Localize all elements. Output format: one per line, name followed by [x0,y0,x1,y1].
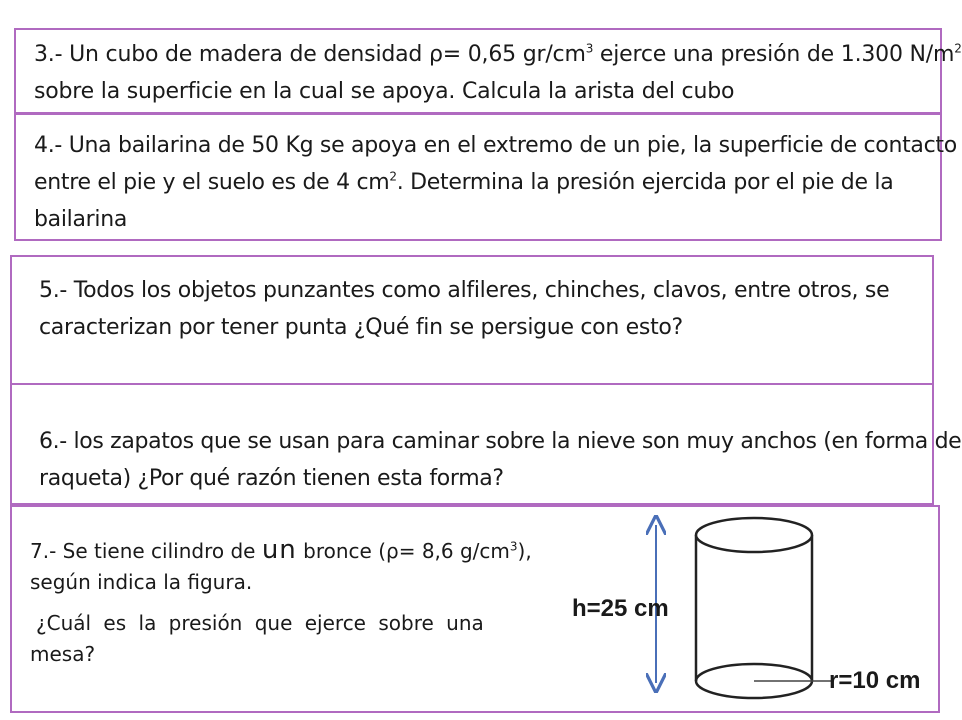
q3-line1b: ejerce una presión de 1.300 N/m [593,42,955,67]
q7-line1b: bronce (ρ= 8,6 g/cm [296,539,510,563]
question-4-text [34,127,957,238]
question-6-text [39,423,961,497]
q7-line3: ¿Cuál es la presión que ejerce sobre una [36,611,484,635]
q6-line1: 6.- los zapatos que se usan para caminar sobre la nieve son muy anchos (en forma de [39,429,962,454]
q7-un: un [261,535,297,565]
q4-line2b: . Determina la presión ejercida por el pie de la [396,170,894,195]
q7-line4: mesa? [30,642,96,666]
radius-label: r=10 cm [829,667,921,694]
question-4-box [14,113,957,241]
q5-line1: 5.- Todos los objetos punzantes como alfileres, chinches, clavos, entre otros, se [39,278,890,303]
question-5-text [39,272,889,346]
q7-sup: 3 [509,539,518,554]
q4-line1: 4.- Una bailarina de 50 Kg se apoya en el extremo de un pie, la superficie de contacto [34,133,957,158]
question-7-text [30,535,532,670]
q3-sup1: 3 [585,41,594,56]
q4-line2a: entre el pie y el suelo es de 4 cm [34,170,390,195]
question-5-box [10,255,934,385]
q6-line2: raqueta) ¿Por qué razón tienen esta forma? [39,466,504,491]
question-6-box [10,383,962,505]
height-label: h=25 cm [572,595,669,622]
q3-sup2: 2 [954,41,962,56]
question-3-text [34,36,962,110]
q3-line1a: 3.- Un cubo de madera de densidad ρ= 0,65 gr/cm [34,42,586,67]
q3-line2: sobre la superficie en la cual se apoya. Calcula la arista del cubo [34,79,735,104]
q4-line3: bailarina [34,207,128,232]
q5-line2: caracterizan por tener punta ¿Qué fin se persigue con esto? [39,315,683,340]
q7-line1c: ), [517,539,532,563]
q7-line1a: 7.- Se tiene cilindro de [30,539,262,563]
q7-line2: según indica la figura. [30,570,253,594]
q4-sup: 2 [389,169,397,184]
question-7-box [10,505,940,713]
question-3-box [14,28,962,114]
cylinder-top [696,518,812,552]
